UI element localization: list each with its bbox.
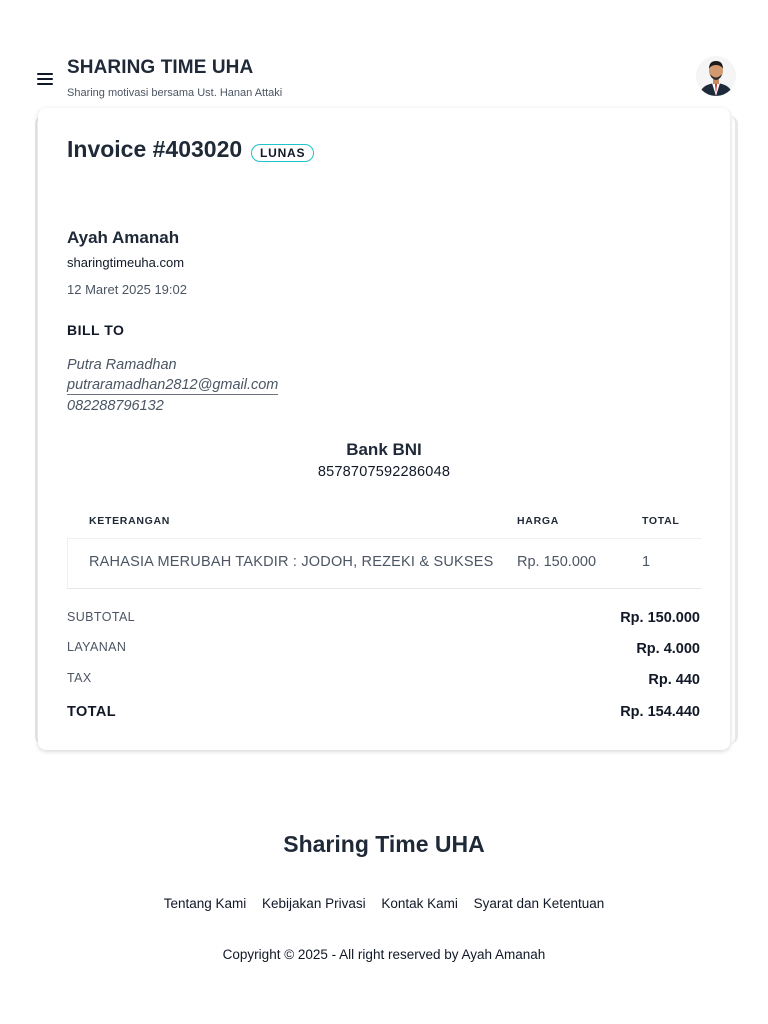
seller-website: sharingtimeuha.com: [67, 255, 185, 270]
footer-link-kebijakan-privasi[interactable]: Kebijakan Privasi: [262, 896, 366, 911]
invoice-date: 12 Maret 2025 19:02: [67, 282, 187, 297]
seller-name: Ayah Amanah: [67, 228, 180, 247]
item-description: RAHASIA MERUBAH TAKDIR : JODOH, REZEKI & SUKSES: [89, 554, 494, 570]
invoice-title: Invoice #403020: [67, 136, 243, 162]
column-header-total: TOTAL: [642, 515, 680, 527]
footer-links: [0, 896, 768, 911]
footer-link-tentang-kami[interactable]: Tentang Kami: [163, 896, 247, 911]
column-header-harga: HARGA: [517, 515, 559, 527]
item-price: Rp. 150.000: [517, 554, 597, 570]
layanan-value: Rp. 4.000: [636, 641, 700, 657]
user-avatar[interactable]: [696, 56, 736, 96]
layanan-label: LAYANAN: [67, 640, 127, 654]
subtotal-value: Rp. 150.000: [620, 610, 700, 626]
bill-to-heading: BILL TO: [67, 322, 125, 338]
customer-email-link[interactable]: putraramadhan2812@gmail.com: [67, 377, 279, 393]
column-header-keterangan: KETERANGAN: [89, 515, 171, 527]
bank-account-number: 8578707592286048: [317, 464, 451, 480]
footer-title: Sharing Time UHA: [283, 831, 485, 857]
item-quantity: 1: [642, 554, 651, 570]
hamburger-menu-icon[interactable]: [37, 73, 53, 85]
site-title[interactable]: SHARING TIME UHA: [67, 57, 254, 78]
tax-value: Rp. 440: [648, 672, 700, 688]
footer-link-syarat-ketentuan[interactable]: Syarat dan Ketentuan: [473, 896, 605, 911]
total-value: Rp. 154.440: [620, 704, 700, 720]
customer-name: Putra Ramadhan: [67, 357, 177, 373]
customer-phone: 082288796132: [67, 398, 164, 414]
status-badge: LUNAS: [251, 144, 314, 162]
bank-name: Bank BNI: [346, 440, 422, 459]
total-label: TOTAL: [67, 704, 116, 720]
site-subtitle: Sharing motivasi bersama Ust. Hanan Attaki: [67, 87, 283, 99]
invoice-card: [38, 108, 730, 750]
footer-link-kontak-kami[interactable]: Kontak Kami: [381, 896, 458, 911]
subtotal-label: SUBTOTAL: [67, 610, 136, 624]
copyright-text: Copyright © 2025 - All right reserved by Ayah Amanah: [222, 947, 546, 962]
tax-label: TAX: [67, 671, 92, 685]
